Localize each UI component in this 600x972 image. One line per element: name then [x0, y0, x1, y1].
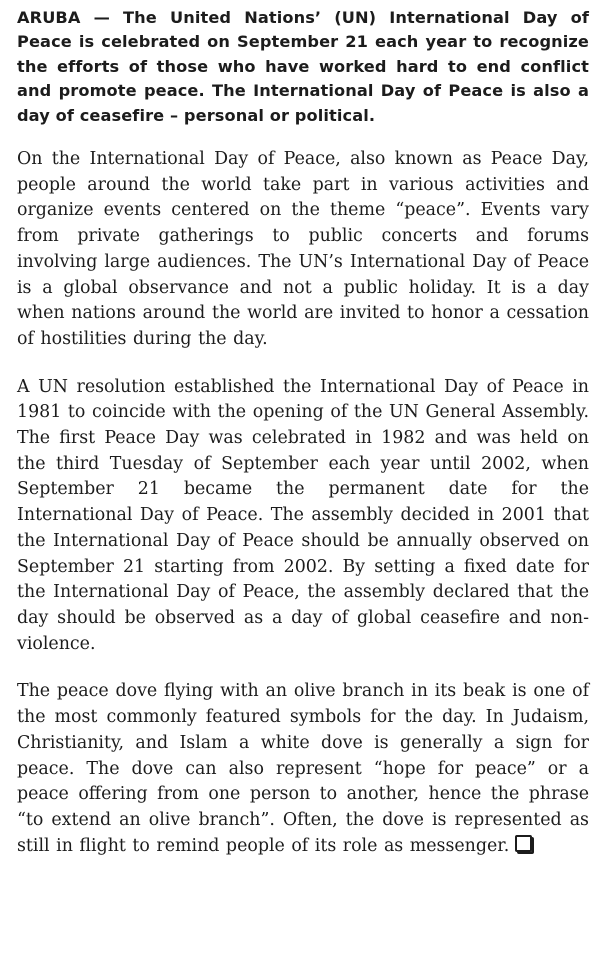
article-paragraph-3-text: The peace dove flying with an olive branch in its beak is one of the most commonly featured symbols for the day. In Judaism, Christianity, and Islam a white dove is generally a sign for peace. The dove can also represent “hope for peace” or a peace offering from one person to another, hence the phrase “to extend an olive branch”. Often, the dove is represented as still in flight to remind people of its role as messenger. — [17, 681, 589, 856]
article-paragraph-2: A UN resolution established the International Day of Peace in 1981 to coincide with the opening of the UN General Assembly. The first Peace Day was celebrated in 1982 and was held on the third Tuesday of September each year until 2002, when September 21 became the permanent date for the International Day of Peace. The assembly decided in 2001 that the International Day of Peace should be annually observed on September 21 starting from 2002. By setting a fixed date for the International Day of Peace, the assembly declared that the day should be observed as a day of global ceasefire and non-violence. — [17, 376, 589, 654]
article-lede: ARUBA — The United Nations’ (UN) International Day of Peace is celebrated on September 21 each year to recognize the efforts of those who have worked hard to end conflict and promote peace. The International Day of Peace is also a day of ceasefire – personal or political. — [17, 8, 589, 125]
article — [17, 6, 589, 859]
end-of-article-box-icon — [515, 835, 532, 852]
article-paragraph-1: On the International Day of Peace, also known as Peace Day, people around the world take part in various activities and organize events centered on the theme “peace”. Events vary from private gatherings to public concerts and forums involving large audiences. The UN’s International Day of Peace is a global observance and not a public holiday. It is a day when nations around the world are invited to honor a cessation of hostilities during the day. — [17, 149, 589, 349]
article-paragraph-3 — [17, 679, 589, 859]
